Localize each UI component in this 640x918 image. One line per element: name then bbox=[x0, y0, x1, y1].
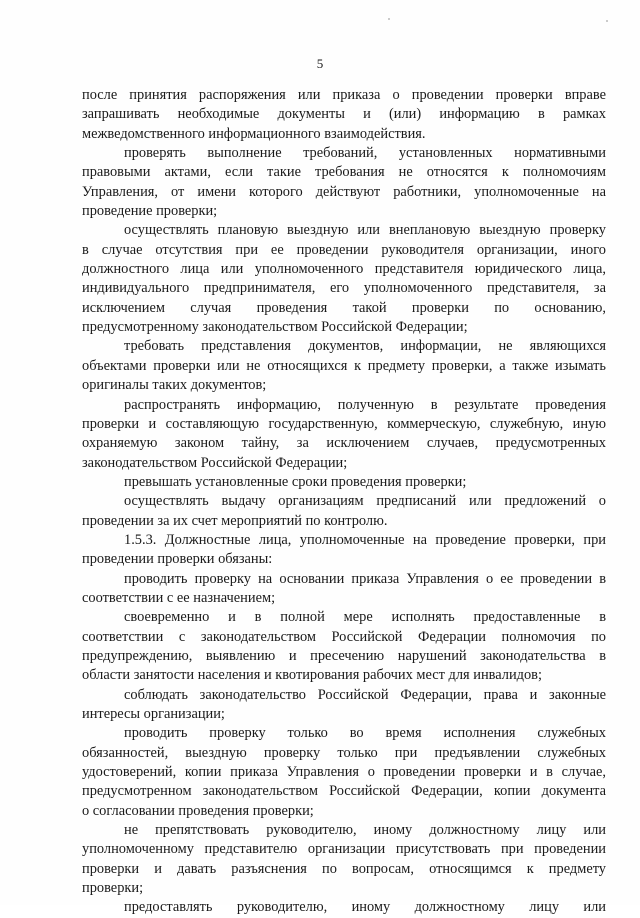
text-line: обязанностей, выездную проверку только при предъявлении служебных bbox=[82, 744, 606, 761]
page-number: 5 bbox=[316, 56, 324, 71]
text-line: распространять информацию, полученную в результате проведения bbox=[124, 396, 606, 413]
text-line: предусмотренному законодательством Российской Федерации; bbox=[82, 319, 468, 336]
text-line: предупреждению, выявлению и пресечению нарушений законодательства в bbox=[82, 647, 606, 664]
text-line: проверки и составляющую государственную, коммерческую, служебную, иную bbox=[82, 415, 606, 432]
text-line: индивидуального предпринимателя, его уполномоченного представителя, за bbox=[82, 280, 606, 297]
text-line: оригиналы таких документов; bbox=[82, 377, 267, 394]
text-line: проверки и давать разъяснения по вопросам, относящимся к предмету bbox=[82, 860, 606, 877]
text-line: правовыми актами, если такие требования не относятся к полномочиям bbox=[82, 164, 606, 181]
text-line: соответствии с ее назначением; bbox=[82, 589, 276, 606]
text-line: превышать установленные сроки проведения проверки; bbox=[124, 473, 467, 490]
text-line: уполномоченному представителю организации присутствовать при проведении bbox=[82, 841, 606, 858]
text-line: после принятия распоряжения или приказа о проведении проверки вправе bbox=[82, 87, 606, 103]
text-line: осуществлять плановую выездную или внеплановую выездную проверку bbox=[124, 222, 606, 239]
text-line: охраняемую законом тайну, за исключением случаев, предусмотренных bbox=[82, 435, 606, 452]
text-line: соответствии с законодательством Российской Федерации полномочия по bbox=[82, 628, 606, 645]
scan-speck bbox=[606, 20, 608, 22]
text-line: в случае отсутствия при ее проведении руководителя организации, иного bbox=[82, 241, 606, 258]
text-line: проверки; bbox=[82, 880, 144, 897]
text-line: своевременно и в полной мере исполнять предоставленные в bbox=[124, 609, 606, 626]
text-line: области занятости населения и квотирования рабочих мест для инвалидов; bbox=[82, 667, 542, 684]
text-line: предоставлять руководителю, иному должностному лицу или bbox=[124, 899, 606, 916]
text-line: проводить проверку только во время исполнения служебных bbox=[124, 725, 606, 742]
text-line: объектами проверки или не относящихся к предмету проверки, а также изымать bbox=[82, 357, 606, 374]
text-line: не препятствовать руководителю, иному должностному лицу или bbox=[124, 822, 606, 839]
text-line: межведомственного информационного взаимодействия. bbox=[82, 125, 426, 142]
text-line: проводить проверку на основании приказа Управления о ее проведении в bbox=[124, 570, 606, 587]
text-line: законодательством Российской Федерации; bbox=[82, 454, 348, 471]
document-body bbox=[82, 86, 606, 918]
text-line: соблюдать законодательство Российской Федерации, права и законные bbox=[124, 686, 606, 703]
text-line: проведение проверки; bbox=[82, 203, 218, 220]
text-line: предусмотренном законодательством Российской Федерации, копии документа bbox=[82, 783, 606, 800]
text-line: должностного лица или уполномоченного представителя юридического лица, bbox=[82, 261, 606, 278]
text-line: проверять выполнение требований, установленных нормативными bbox=[124, 145, 606, 162]
text-line: осуществлять выдачу организациям предписаний или предложений о bbox=[124, 493, 606, 510]
text-line: о согласовании проведения проверки; bbox=[82, 802, 314, 819]
scan-speck bbox=[388, 18, 390, 20]
text-line: требовать представления документов, информации, не являющихся bbox=[124, 338, 606, 355]
text-line: запрашивать необходимые документы и (или) информацию в рамках bbox=[82, 106, 606, 123]
text-line: удостоверений, копии приказа Управления о проведении проверки и в случае, bbox=[82, 764, 606, 781]
text-line: проведении проверки обязаны: bbox=[82, 551, 273, 568]
text-line: Управления, от имени которого действуют работники, уполномоченные на bbox=[82, 183, 606, 200]
text-line: исключением случая проведения такой проверки по основанию, bbox=[82, 299, 606, 316]
text-line: проведении за их счет мероприятий по контролю. bbox=[82, 512, 388, 529]
text-line: 1.5.3. Должностные лица, уполномоченные на проведение проверки, при bbox=[124, 531, 606, 548]
text-line: интересы организации; bbox=[82, 706, 225, 722]
